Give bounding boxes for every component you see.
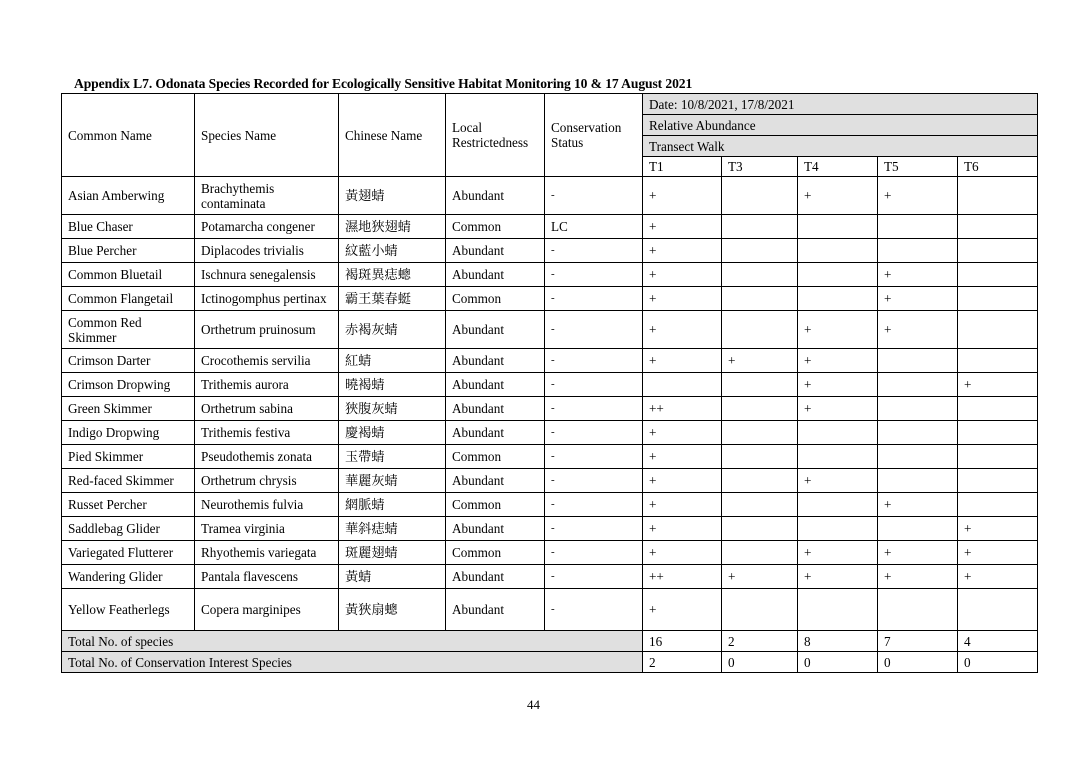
table-row: [62, 397, 1038, 421]
abundance-cell-t4: +: [798, 397, 878, 421]
abundance-cell-t3: [722, 311, 798, 349]
local-restrictedness-cell: Common: [446, 541, 545, 565]
abundance-cell-t1: +: [643, 311, 722, 349]
common-name-cell: Indigo Dropwing: [62, 421, 195, 445]
conservation-status-cell: LC: [545, 215, 643, 239]
local-restrictedness-cell: Abundant: [446, 517, 545, 541]
abundance-cell-t6: [958, 263, 1038, 287]
chinese-name-cell: 褐斑異痣蟌: [339, 263, 446, 287]
species-name-cell: Trithemis aurora: [195, 373, 339, 397]
abundance-cell-t4: +: [798, 311, 878, 349]
chinese-name-cell: 紋藍小蜻: [339, 239, 446, 263]
header-transect-t1: T1: [643, 157, 722, 177]
abundance-cell-t4: [798, 215, 878, 239]
abundance-cell-t6: [958, 445, 1038, 469]
abundance-cell-t4: +: [798, 177, 878, 215]
abundance-cell-t6: [958, 493, 1038, 517]
totals-value-t4: 8: [798, 631, 878, 652]
abundance-cell-t1: +: [643, 493, 722, 517]
table-row: [62, 469, 1038, 493]
abundance-cell-t3: +: [722, 349, 798, 373]
common-name-cell: Asian Amberwing: [62, 177, 195, 215]
abundance-cell-t5: [878, 469, 958, 493]
chinese-name-cell: 慶褐蜻: [339, 421, 446, 445]
abundance-cell-t1: +: [643, 469, 722, 493]
table-row: [62, 263, 1038, 287]
chinese-name-cell: 黃狹扇蟌: [339, 589, 446, 631]
species-name-cell: Rhyothemis variegata: [195, 541, 339, 565]
header-conservation-status: Conservation Status: [545, 94, 643, 177]
header-chinese-name: Chinese Name: [339, 94, 446, 177]
abundance-cell-t1: +: [643, 287, 722, 311]
common-name-cell: Variegated Flutterer: [62, 541, 195, 565]
abundance-cell-t3: [722, 493, 798, 517]
totals-value-t4: 0: [798, 652, 878, 673]
abundance-cell-t4: [798, 517, 878, 541]
chinese-name-cell: 濕地狹翅蜻: [339, 215, 446, 239]
common-name-cell: Common Bluetail: [62, 263, 195, 287]
common-name-cell: Russet Percher: [62, 493, 195, 517]
table-row: [62, 517, 1038, 541]
abundance-cell-t1: +: [643, 349, 722, 373]
common-name-cell: Blue Chaser: [62, 215, 195, 239]
abundance-cell-t6: [958, 589, 1038, 631]
species-name-cell: Tramea virginia: [195, 517, 339, 541]
abundance-cell-t6: +: [958, 373, 1038, 397]
abundance-cell-t3: [722, 263, 798, 287]
abundance-cell-t1: ++: [643, 397, 722, 421]
common-name-cell: Saddlebag Glider: [62, 517, 195, 541]
conservation-status-cell: -: [545, 541, 643, 565]
abundance-cell-t5: [878, 445, 958, 469]
conservation-status-cell: -: [545, 373, 643, 397]
table-row: [62, 565, 1038, 589]
species-table: [61, 93, 1038, 673]
abundance-cell-t4: [798, 287, 878, 311]
header-date: Date: 10/8/2021, 17/8/2021: [643, 94, 1038, 115]
local-restrictedness-cell: Abundant: [446, 589, 545, 631]
abundance-cell-t6: [958, 287, 1038, 311]
abundance-cell-t1: [643, 373, 722, 397]
conservation-status-cell: -: [545, 177, 643, 215]
abundance-cell-t4: +: [798, 373, 878, 397]
header-common-name: Common Name: [62, 94, 195, 177]
abundance-cell-t5: +: [878, 287, 958, 311]
chinese-name-cell: 網脈蜻: [339, 493, 446, 517]
totals-value-t1: 2: [643, 652, 722, 673]
abundance-cell-t4: +: [798, 565, 878, 589]
conservation-status-cell: -: [545, 517, 643, 541]
common-name-cell: Pied Skimmer: [62, 445, 195, 469]
table-row: [62, 349, 1038, 373]
species-name-cell: Neurothemis fulvia: [195, 493, 339, 517]
table-row: [62, 311, 1038, 349]
conservation-status-cell: -: [545, 589, 643, 631]
table-row: [62, 589, 1038, 631]
abundance-cell-t4: [798, 421, 878, 445]
species-name-cell: Ischnura senegalensis: [195, 263, 339, 287]
table-row: [62, 421, 1038, 445]
abundance-cell-t3: [722, 421, 798, 445]
totals-value-t5: 0: [878, 652, 958, 673]
conservation-status-cell: -: [545, 469, 643, 493]
abundance-cell-t6: [958, 177, 1038, 215]
abundance-cell-t6: [958, 215, 1038, 239]
abundance-cell-t1: +: [643, 541, 722, 565]
chinese-name-cell: 華麗灰蜻: [339, 469, 446, 493]
abundance-cell-t5: [878, 215, 958, 239]
totals-value-t6: 4: [958, 631, 1038, 652]
abundance-cell-t4: [798, 263, 878, 287]
abundance-cell-t1: +: [643, 239, 722, 263]
common-name-cell: Red-faced Skimmer: [62, 469, 195, 493]
abundance-cell-t5: [878, 373, 958, 397]
abundance-cell-t1: +: [643, 517, 722, 541]
abundance-cell-t4: +: [798, 541, 878, 565]
local-restrictedness-cell: Abundant: [446, 565, 545, 589]
local-restrictedness-cell: Abundant: [446, 373, 545, 397]
species-name-cell: Diplacodes trivialis: [195, 239, 339, 263]
common-name-cell: Crimson Darter: [62, 349, 195, 373]
local-restrictedness-cell: Common: [446, 215, 545, 239]
abundance-cell-t1: +: [643, 177, 722, 215]
local-restrictedness-cell: Common: [446, 493, 545, 517]
page-number: 44: [527, 697, 540, 712]
abundance-cell-t1: +: [643, 215, 722, 239]
totals-value-t1: 16: [643, 631, 722, 652]
species-name-cell: Crocothemis servilia: [195, 349, 339, 373]
local-restrictedness-cell: Abundant: [446, 349, 545, 373]
chinese-name-cell: 狹腹灰蜻: [339, 397, 446, 421]
table-row: [62, 541, 1038, 565]
abundance-cell-t1: +: [643, 445, 722, 469]
conservation-status-cell: -: [545, 311, 643, 349]
totals-label: Total No. of Conservation Interest Species: [62, 652, 643, 673]
abundance-cell-t5: [878, 589, 958, 631]
abundance-cell-t4: [798, 239, 878, 263]
conservation-status-cell: -: [545, 239, 643, 263]
local-restrictedness-cell: Abundant: [446, 263, 545, 287]
abundance-cell-t3: [722, 239, 798, 263]
common-name-cell: Yellow Featherlegs: [62, 589, 195, 631]
local-restrictedness-cell: Abundant: [446, 397, 545, 421]
abundance-cell-t5: [878, 239, 958, 263]
totals-value-t3: 0: [722, 652, 798, 673]
conservation-status-cell: -: [545, 493, 643, 517]
abundance-cell-t4: [798, 589, 878, 631]
abundance-cell-t6: +: [958, 565, 1038, 589]
species-name-cell: Brachythemis contaminata: [195, 177, 339, 215]
header-species-name: Species Name: [195, 94, 339, 177]
abundance-cell-t1: +: [643, 263, 722, 287]
common-name-cell: Crimson Dropwing: [62, 373, 195, 397]
abundance-cell-t4: +: [798, 349, 878, 373]
abundance-cell-t3: [722, 287, 798, 311]
header-transect-t6: T6: [958, 157, 1038, 177]
abundance-cell-t5: [878, 397, 958, 421]
abundance-cell-t5: +: [878, 493, 958, 517]
conservation-status-cell: -: [545, 421, 643, 445]
page-title: Appendix L7. Odonata Species Recorded for Ecologically Sensitive Habitat Monitoring 10 & 17 August 2021: [74, 76, 693, 91]
common-name-cell: Blue Percher: [62, 239, 195, 263]
abundance-cell-t6: +: [958, 541, 1038, 565]
species-name-cell: Orthetrum sabina: [195, 397, 339, 421]
chinese-name-cell: 曉褐蜻: [339, 373, 446, 397]
local-restrictedness-cell: Common: [446, 445, 545, 469]
abundance-cell-t5: +: [878, 541, 958, 565]
header-relative-abundance: Relative Abundance: [643, 115, 1038, 136]
common-name-cell: Common Red Skimmer: [62, 311, 195, 349]
abundance-cell-t3: [722, 215, 798, 239]
chinese-name-cell: 玉帶蜻: [339, 445, 446, 469]
abundance-cell-t4: +: [798, 469, 878, 493]
local-restrictedness-cell: Common: [446, 287, 545, 311]
abundance-cell-t6: [958, 397, 1038, 421]
species-name-cell: Pseudothemis zonata: [195, 445, 339, 469]
local-restrictedness-cell: Abundant: [446, 239, 545, 263]
abundance-cell-t5: [878, 421, 958, 445]
abundance-cell-t5: [878, 517, 958, 541]
chinese-name-cell: 斑麗翅蜻: [339, 541, 446, 565]
chinese-name-cell: 霸王葉春蜓: [339, 287, 446, 311]
species-name-cell: Pantala flavescens: [195, 565, 339, 589]
abundance-cell-t6: [958, 421, 1038, 445]
header-local-restrictedness: Local Restrictedness: [446, 94, 545, 177]
header-transect-t5: T5: [878, 157, 958, 177]
abundance-cell-t1: +: [643, 421, 722, 445]
abundance-cell-t3: [722, 177, 798, 215]
abundance-cell-t1: +: [643, 589, 722, 631]
abundance-cell-t3: [722, 541, 798, 565]
header-transect-t4: T4: [798, 157, 878, 177]
common-name-cell: Wandering Glider: [62, 565, 195, 589]
totals-row: [62, 631, 1038, 652]
table-row: [62, 493, 1038, 517]
local-restrictedness-cell: Abundant: [446, 177, 545, 215]
abundance-cell-t6: +: [958, 517, 1038, 541]
local-restrictedness-cell: Abundant: [446, 311, 545, 349]
abundance-cell-t4: [798, 493, 878, 517]
abundance-cell-t5: +: [878, 263, 958, 287]
local-restrictedness-cell: Abundant: [446, 421, 545, 445]
common-name-cell: Green Skimmer: [62, 397, 195, 421]
abundance-cell-t5: [878, 349, 958, 373]
totals-value-t5: 7: [878, 631, 958, 652]
species-name-cell: Trithemis festiva: [195, 421, 339, 445]
abundance-cell-t3: [722, 517, 798, 541]
species-name-cell: Orthetrum pruinosum: [195, 311, 339, 349]
table-row: [62, 215, 1038, 239]
table-row: [62, 373, 1038, 397]
abundance-cell-t6: [958, 349, 1038, 373]
species-name-cell: Potamarcha congener: [195, 215, 339, 239]
abundance-cell-t3: +: [722, 565, 798, 589]
chinese-name-cell: 華斜痣蜻: [339, 517, 446, 541]
abundance-cell-t1: ++: [643, 565, 722, 589]
abundance-cell-t5: +: [878, 177, 958, 215]
totals-value-t6: 0: [958, 652, 1038, 673]
conservation-status-cell: -: [545, 565, 643, 589]
conservation-status-cell: -: [545, 397, 643, 421]
table-row: [62, 177, 1038, 215]
header-transect-walk: Transect Walk: [643, 136, 1038, 157]
conservation-status-cell: -: [545, 349, 643, 373]
totals-value-t3: 2: [722, 631, 798, 652]
totals-label: Total No. of species: [62, 631, 643, 652]
header-transect-t3: T3: [722, 157, 798, 177]
abundance-cell-t5: +: [878, 565, 958, 589]
abundance-cell-t6: [958, 239, 1038, 263]
table-row: [62, 445, 1038, 469]
abundance-cell-t3: [722, 445, 798, 469]
abundance-cell-t3: [722, 469, 798, 493]
chinese-name-cell: 紅蜻: [339, 349, 446, 373]
abundance-cell-t3: [722, 373, 798, 397]
table-row: [62, 239, 1038, 263]
species-name-cell: Ictinogomphus pertinax: [195, 287, 339, 311]
abundance-cell-t4: [798, 445, 878, 469]
abundance-cell-t3: [722, 397, 798, 421]
chinese-name-cell: 黃蜻: [339, 565, 446, 589]
abundance-cell-t6: [958, 311, 1038, 349]
table-row: [62, 287, 1038, 311]
conservation-status-cell: -: [545, 445, 643, 469]
abundance-cell-t6: [958, 469, 1038, 493]
conservation-status-cell: -: [545, 263, 643, 287]
local-restrictedness-cell: Abundant: [446, 469, 545, 493]
chinese-name-cell: 黃翅蜻: [339, 177, 446, 215]
species-name-cell: Orthetrum chrysis: [195, 469, 339, 493]
chinese-name-cell: 赤褐灰蜻: [339, 311, 446, 349]
common-name-cell: Common Flangetail: [62, 287, 195, 311]
abundance-cell-t5: +: [878, 311, 958, 349]
species-name-cell: Copera marginipes: [195, 589, 339, 631]
totals-row: [62, 652, 1038, 673]
abundance-cell-t3: [722, 589, 798, 631]
conservation-status-cell: -: [545, 287, 643, 311]
